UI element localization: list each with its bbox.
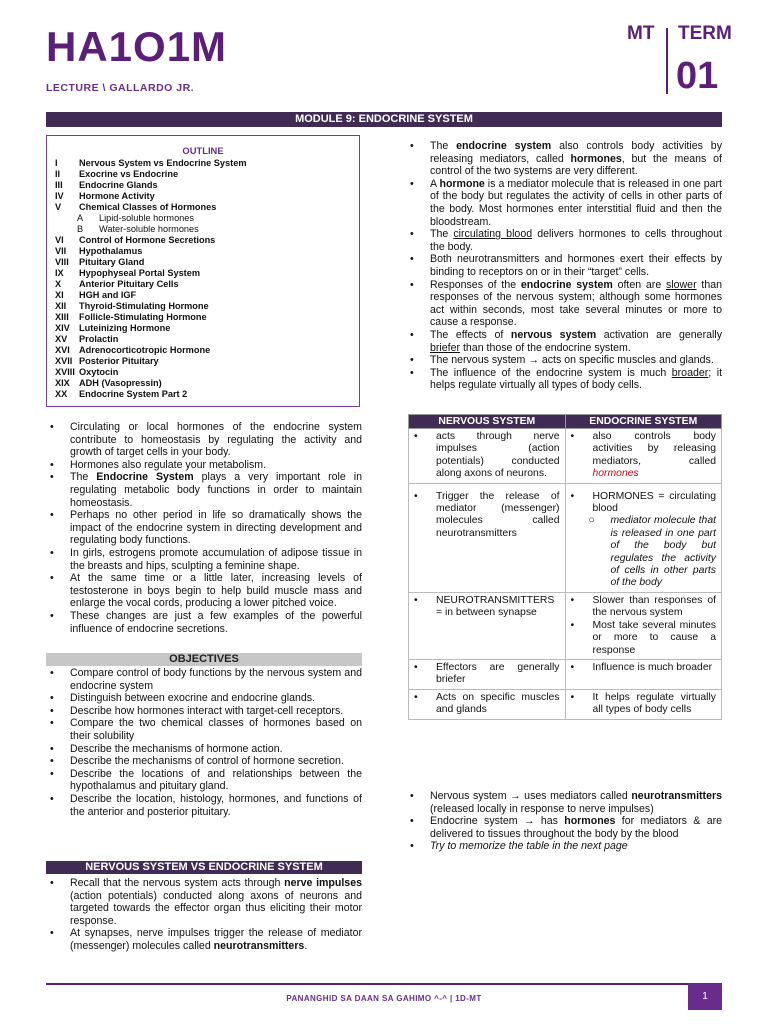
outline-item: [55, 158, 351, 169]
list-item: [406, 790, 722, 815]
text: (released locally in response to nerve impulses): [430, 802, 654, 815]
outline-item-number: XX: [55, 389, 68, 399]
outline-item: [55, 279, 351, 290]
text: , but the means of control of the two systems are very different.: [430, 152, 722, 178]
bold-text: hormone: [439, 177, 485, 190]
table-cell: [409, 429, 566, 484]
list-item: [406, 367, 722, 392]
outline-item-number: XIII: [55, 312, 69, 322]
outline-item-label: Control of Hormone Secretions: [79, 235, 216, 245]
underlined-text: briefer: [430, 341, 461, 354]
bold-text: hormones: [570, 152, 622, 165]
footer-text: PANANGHID SA DAAN SA GAHIMO ^-^ | 1D-MT: [286, 994, 482, 1003]
table-row: [409, 429, 722, 484]
list-item: [46, 877, 362, 927]
table-cell: [409, 659, 566, 689]
header-divider: [666, 28, 668, 94]
list-item: [406, 178, 722, 228]
footer-divider: [46, 983, 722, 985]
text: than those of the endocrine system.: [460, 341, 631, 354]
intro-section: [46, 421, 362, 635]
outline-item: [55, 367, 351, 378]
nervous-section-title: NERVOUS SYSTEM VS ENDOCRINE SYSTEM: [46, 861, 362, 874]
outline-item-number: VI: [55, 235, 64, 245]
list-item: [46, 927, 362, 952]
outline-item-label: Hormone Activity: [79, 191, 155, 201]
outline-item: [55, 323, 351, 334]
bold-text: endocrine system: [456, 140, 552, 152]
summary-section: [406, 790, 722, 853]
lecture-label: LECTURE \ GALLARDO JR.: [46, 82, 195, 94]
text: Nervous system → uses mediators called: [430, 790, 632, 802]
outline-item-label: Anterior Pituitary Cells: [79, 279, 179, 289]
bold-text: nerve impulses: [284, 877, 362, 889]
text: (action potentials) conducted along axons of neurons and targeted towards the effector organ thus eliciting their motor response.: [70, 889, 362, 927]
outline-title: OUTLINE: [182, 145, 224, 156]
list-item: • NEUROTRANSMITTERS = in between synapse: [414, 595, 560, 620]
bold-text: hormones: [564, 815, 616, 828]
table-header-cell: ENDOCRINE SYSTEM: [565, 415, 722, 429]
text: is a mediator molecule that is released in one part of the body but regulates the activity of cells in other parts of the body. Most hormones enter interstitial fluid and then the bloodstream.: [430, 177, 722, 228]
outline-item-number: IX: [55, 268, 64, 278]
text: .: [304, 939, 308, 952]
text: The influence of the endocrine system is much: [430, 366, 672, 379]
outline-item-number: B: [77, 224, 84, 234]
text: for mediators & are delivered to tissues throughout the body by the blood: [430, 815, 723, 840]
outline-item-number: VII: [55, 246, 67, 256]
list-item: • Most take several minutes or more to cause a response: [571, 620, 717, 657]
list-item: [406, 279, 722, 329]
outline-item-number: XVIII: [55, 367, 75, 377]
outline-item-label: Prolactin: [79, 334, 119, 344]
outline-item-label: Hypothalamus: [79, 246, 143, 256]
outline-item: [55, 389, 351, 400]
table-header-row: [409, 415, 722, 429]
list-item: • It helps regulate virtually all types of body cells: [571, 692, 717, 717]
objectives-list: [46, 667, 362, 818]
outline-item: [55, 301, 351, 312]
outline-item-number: XV: [55, 334, 68, 344]
summary-list: [406, 790, 722, 853]
outline-item: [55, 312, 351, 323]
bold-text: Endocrine System: [96, 471, 194, 484]
text: The: [430, 140, 457, 152]
outline-item-label: Endocrine System Part 2: [79, 389, 188, 399]
list-item: • Describe how hormones interact with target-cell receptors.: [46, 705, 362, 718]
table-cell: [565, 429, 722, 484]
outline-item-number: XIV: [55, 323, 70, 333]
list-item: • At the same time or a little later, increasing levels of testosterone in boys begin to help build muscle mass and enlarge the vocal cords, producing a lower pitched voice.: [46, 572, 362, 610]
list-item: • Describe the mechanisms of control of hormone secretion.: [46, 755, 362, 768]
outline-box: [46, 135, 360, 407]
outline-item-label: HGH and IGF: [79, 290, 137, 300]
outline-list: [55, 158, 351, 400]
page-number: 1: [688, 983, 722, 1010]
outline-item: [55, 268, 351, 279]
table-row: [409, 483, 722, 592]
nervous-section: [46, 877, 362, 953]
table-cell: [565, 483, 722, 592]
outline-item: [55, 345, 351, 356]
outline-item: [55, 378, 351, 389]
objectives-title: OBJECTIVES: [46, 653, 362, 666]
outline-item-number: V: [55, 202, 62, 212]
outline-item-label: ADH (Vasopressin): [79, 378, 162, 388]
outline-item-number: XVI: [55, 345, 70, 355]
outline-item-label: Posterior Pituitary: [79, 356, 159, 366]
list-item: [406, 329, 722, 354]
table-cell: [565, 592, 722, 659]
outline-item-label: Nervous System vs Endocrine System: [79, 158, 247, 168]
outline-item-label: Hypophyseal Portal System: [79, 268, 201, 278]
list-item: [406, 228, 722, 253]
table-row: [409, 689, 722, 719]
list-item: ○ mediator molecule that is released in one part of the body but regulates the activity of cells in other parts of the body: [571, 515, 717, 589]
module-title: MODULE 9: ENDOCRINE SYSTEM: [46, 112, 722, 127]
table-cell: [409, 689, 566, 719]
outline-item-label: Follicle-Stimulating Hormone: [79, 312, 207, 322]
list-item: • In girls, estrogens promote accumulation of adipose tissue in the breasts and hips, sculpting a feminine shape.: [46, 547, 362, 572]
text: Recall that the nervous system acts through: [70, 877, 285, 889]
underlined-text: circulating blood: [453, 228, 533, 241]
text: At synapses, nerve impulses trigger the release of mediator (messenger) molecules called: [70, 927, 362, 952]
text: delivers hormones to cells throughout the body.: [430, 228, 722, 253]
brand-title: HA1O1M: [46, 23, 228, 70]
list-item: • Influence is much broader: [571, 662, 717, 674]
highlighted-text: hormones: [592, 468, 639, 480]
outline-item-number: X: [55, 279, 62, 289]
underlined-text: broader: [671, 366, 709, 379]
outline-item-number: XVII: [55, 356, 73, 366]
outline-item: [55, 290, 351, 301]
objectives-section: [46, 667, 362, 818]
list-item: [406, 140, 722, 178]
nervous-list: [46, 877, 362, 953]
outline-item: [55, 191, 351, 202]
outline-item-label: Exocrine vs Endocrine: [79, 169, 179, 179]
list-item: • Compare the two chemical classes of hormones based on their solubility: [46, 717, 362, 742]
outline-item-label: Adrenocorticotropic Hormone: [79, 345, 211, 355]
outline-item: [55, 246, 351, 257]
list-item: • Describe the mechanisms of hormone action.: [46, 743, 362, 756]
right-intro-section: [406, 140, 722, 392]
term-label: TERM: [678, 23, 732, 44]
outline-item-label: Lipid-soluble hormones: [99, 213, 194, 223]
bold-text: neurotransmitters: [631, 790, 722, 802]
list-item: • Trigger the release of mediator (messenger) molecules called neurotransmitters: [414, 491, 560, 541]
outline-item: [55, 224, 351, 235]
outline-item-number: II: [55, 169, 61, 179]
table-cell: [409, 592, 566, 659]
outline-item-number: IV: [55, 191, 64, 201]
outline-item-number: A: [77, 213, 84, 223]
outline-item-number: III: [55, 180, 63, 190]
mt-label: MT: [627, 23, 655, 44]
list-item: • Circulating or local hormones of the endocrine system contribute to homeostasis by regulating the activity and growth of target cells in your body.: [46, 421, 362, 459]
outline-item: [55, 169, 351, 180]
text: Responses of the: [430, 278, 521, 291]
table-cell: [565, 689, 722, 719]
text: The: [430, 228, 454, 241]
bold-text: neurotransmitters: [213, 939, 305, 952]
text: ; it helps regulate virtually all types of body cells.: [430, 366, 723, 392]
list-item: [406, 815, 722, 840]
outline-item: [55, 202, 351, 213]
list-item: • Slower than responses of the nervous system: [571, 595, 717, 620]
list-item: • Compare control of body functions by the nervous system and endocrine system: [46, 667, 362, 692]
list-item: • Describe the locations of and relationships between the hypothalamus and pituitary gland.: [46, 768, 362, 793]
text: activation are generally: [596, 328, 723, 341]
text: often are: [612, 278, 666, 291]
outline-item-label: Chemical Classes of Hormones: [79, 202, 217, 212]
outline-item-number: I: [55, 158, 58, 168]
outline-item-label: Thyroid-Stimulating Hormone: [79, 301, 209, 311]
outline-item: [55, 334, 351, 345]
outline-item-label: Oxytocin: [79, 367, 119, 377]
list-item: • Hormones also regulate your metabolism.: [46, 459, 362, 472]
list-item: • Both neurotransmitters and hormones exert their effects by binding to receptors on or in their “target” cells.: [406, 253, 722, 278]
outline-item-label: Water-soluble hormones: [99, 224, 199, 234]
term-number: 01: [676, 55, 719, 97]
list-item: [571, 431, 717, 481]
text: Endocrine system → has: [430, 815, 565, 828]
outline-item: [55, 213, 351, 224]
text: than responses of the nervous system; although some hormones act within seconds, most take several minutes or more to cause a response.: [430, 278, 722, 329]
list-item: • Try to memorize the table in the next page: [406, 840, 722, 853]
text: also controls body activities by releasing mediators, called: [592, 431, 716, 467]
outline-item: [55, 235, 351, 246]
table-row: [409, 592, 722, 659]
outline-item-label: Pituitary Gland: [79, 257, 145, 267]
comparison-table: [408, 414, 722, 720]
list-item: • Acts on specific muscles and glands: [414, 692, 560, 717]
list-item: • The nervous system → acts on specific muscles and glands.: [406, 354, 722, 367]
table-row: [409, 659, 722, 689]
outline-item-number: XII: [55, 301, 67, 311]
list-item-text: The Endocrine System plays a very important role in regulating metabolic body functions in order to maintain homeostasis.: [70, 471, 362, 509]
underlined-text: slower: [665, 278, 697, 291]
list-item: • Distinguish between exocrine and endocrine glands.: [46, 692, 362, 705]
text: A: [430, 177, 440, 190]
outline-item-number: XI: [55, 290, 64, 300]
list-item: • HORMONES = circulating blood: [571, 491, 717, 516]
list-item: • Perhaps no other period in life so dramatically shows the impact of the endocrine system in directing development and regulating body functions.: [46, 509, 362, 547]
outline-item-label: Luteinizing Hormone: [79, 323, 171, 333]
outline-item: [55, 356, 351, 367]
text: The effects of: [430, 328, 511, 341]
outline-item: [55, 180, 351, 191]
bold-text: endocrine system: [520, 278, 613, 291]
table-cell: [409, 483, 566, 592]
table-header-cell: NERVOUS SYSTEM: [409, 415, 566, 429]
table-cell: [565, 659, 722, 689]
outline-item-label: Endocrine Glands: [79, 180, 158, 190]
list-item: • Describe the location, histology, hormones, and functions of the anterior and posterior pituitary.: [46, 793, 362, 818]
intro-list: [46, 421, 362, 635]
list-item: • These changes are just a few examples of the powerful influence of endocrine secretions.: [46, 610, 362, 635]
list-item: [46, 471, 362, 509]
outline-item: [55, 257, 351, 268]
bold-text: nervous system: [510, 328, 597, 341]
right-intro-list: [406, 140, 722, 392]
outline-item-number: XIX: [55, 378, 70, 388]
text: also controls body activities by releasing mediators, called: [430, 140, 722, 165]
list-item: • acts through nerve impulses (action potentials) conducted along axons of neurons.: [414, 431, 560, 481]
list-item: • Effectors are generally briefer: [414, 662, 560, 687]
outline-item-number: VIII: [55, 257, 69, 267]
